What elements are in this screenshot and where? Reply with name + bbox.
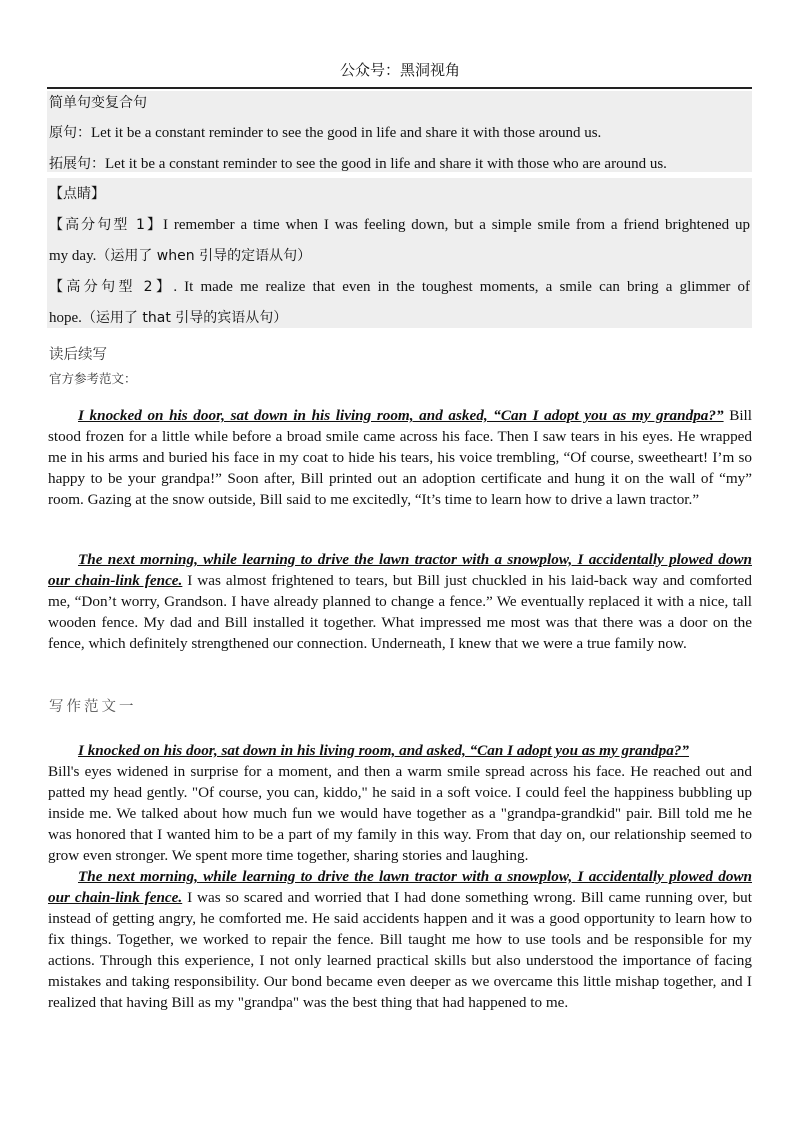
pattern-1-text-a: I remember a time when I was feeling down, but a simple smile from a friend brightened up [163,217,751,233]
highlight-title: 【点睛】 [49,186,105,202]
original-sentence [49,122,750,142]
sample-label: 写作范文一 [49,699,137,715]
pattern-1-line-2 [49,245,750,265]
sample-paragraph-2 [48,866,752,1013]
official-label: 官方参考范文： [49,371,137,386]
official-p1-body: Bill stood frozen for a little while before a broad smile came across his face. Then I saw tears in his eyes. He wrapped me in his arms and buried his face in my coat to hide his tears, his voice trembling, “Of course, sweetheart! I’m so happy to be your grandpa!” Soon after, Bill printed out an adoption certificate and hung it on the wall of “my” room. Gazing at the snow outside, Bill said to me excitedly, “It’s time to learn how to drive a lawn tractor.” [48,407,752,508]
sample-p2-body: I was so scared and worried that I had done something wrong. Bill came running over, but instead of getting angry, he comforted me. He said accidents happen and it was a good opportunity to learn how to fix things. Together, we worked to repair the fence. Bill taught me how to use tools and be responsible for my actions. Through this experience, I not only learned practical skills but also understood the importance of facing mistakes and taking responsibility. Our bond became even deeper as we overcame this little mishap together, and I realized that having Bill as my "grandpa" was the best thing that had happened to me. [48,889,752,1011]
sample-p2-lead: The next morning, while learning to drive the lawn tractor with a snowplow, I accidentally plowed down our chain-link fence. [48,868,752,906]
continuation-title: 读后续写 [49,347,107,363]
official-paragraph-2 [48,549,752,654]
page-header: 公众号：黑洞视角 [339,61,460,79]
pattern-2-text-a: . It made me realize that even in the toughest moments, a smile can bring a glimmer of [173,279,751,295]
pattern-2-label: 【高分句型 2】 [49,279,174,295]
pattern-2-note: （运用了 that 引导的宾语从句） [81,310,288,326]
official-p1-lead: I knocked on his door, sat down in his living room, and asked, “Can I adopt you as my grandpa?” [78,407,724,424]
official-p2-body: I was almost frightened to tears, but Bill just chuckled in his laid-back way and comforted me, “Don’t worry, Grandson. I have already planned to change a fence.” We eventually replaced it with a nice, tall wooden fence. My dad and Bill installed it together. What impressed me most was that there was a door on the fence, which definitely strengthened our connection. Underneath, I knew that we were a true family now. [48,572,752,652]
sample-p1-lead: I knocked on his door, sat down in his living room, and asked, “Can I adopt you as my grandpa?” [78,742,689,759]
pattern-1-label: 【高分句型 1】 [49,217,164,233]
pattern-2-line-1 [49,276,750,296]
extended-text: Let it be a constant reminder to see the good in life and share it with those who are around us. [105,156,667,172]
official-paragraph-1 [48,405,752,510]
original-label: 原句： [49,125,91,141]
sample-p1-body: Bill's eyes widened in surprise for a moment, and then a warm smile spread across his face. He reached out and patted my head gently. "Of course, you can, kiddo," he said in a soft voice. I could feel the happiness bubbling up inside me. We talked about how much fun we would have together as a "grandpa-grandkid" pair. Bill told me he was honored that I wanted him to be a part of my family in this way. From that day on, our relationship seemed to grow even stronger. We spent more time together, sharing stories and laughing. [48,763,752,864]
pattern-1-note: （运用了 when 引导的定语从句） [96,248,312,264]
original-text: Let it be a constant reminder to see the good in life and share it with those around us. [91,125,602,141]
pattern-2-text-b: hope. [49,310,82,326]
pattern-2-line-2 [49,307,750,327]
pattern-1-line-1 [49,214,750,234]
extended-sentence [49,153,750,173]
rewrite-box [47,91,752,172]
official-p2-lead: The next morning, while learning to drive the lawn tractor with a snowplow, I accidentally plowed down our chain-link fence. [48,551,752,589]
pattern-1-text-b: my day. [49,248,97,264]
highlight-box [47,178,752,328]
extended-label: 拓展句： [49,156,105,172]
rewrite-title: 简单句变复合句 [49,95,147,111]
sample-paragraph-1 [48,740,752,866]
header-divider [47,87,752,89]
